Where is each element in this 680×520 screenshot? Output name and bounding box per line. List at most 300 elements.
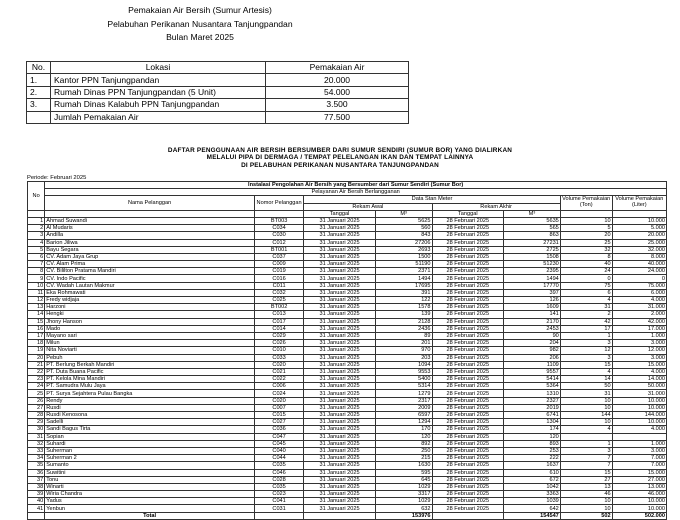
table-row [28,282,667,289]
row-nama: PT. Samudra Mulu Jaya [45,383,255,390]
summary-row [27,86,409,98]
usage-header-row-5 [28,210,667,217]
summary-total-row [27,111,409,123]
row-m3-akhir: 17770 [504,282,561,289]
row-nama: PT. Berlung Berkah Mandiri [45,361,255,368]
row-m3-awal: 3317 [375,491,432,498]
row-tanggal-akhir: 28 Februari 2025 [432,397,504,404]
row-volume-liter: 1.000 [612,440,666,447]
row-volume-ton: 10 [560,498,612,505]
row-nama: Sumanto [45,462,255,469]
row-nama: PT. Surya Sejahtera Pulau Bangka [45,390,255,397]
row-tanggal-awal: 31 Januari 2025 [304,318,376,325]
summary-row [27,74,409,86]
row-nama: Mayano sari [45,332,255,339]
row-volume-liter: 13.000 [612,483,666,490]
col-tanggal-awal: Tanggal [304,210,376,217]
row-m3-akhir: 27231 [504,239,561,246]
row-m3-awal: 560 [375,225,432,232]
table-row [28,440,667,447]
row-nama: Rendy [45,397,255,404]
row-no: 26 [28,397,45,404]
row-nama: Hengki [45,311,255,318]
row-no: 2 [28,225,45,232]
summary-no: 1. [27,74,51,86]
row-tanggal-akhir: 28 Februari 2025 [432,483,504,490]
row-m3-akhir: 90 [504,332,561,339]
table-row [28,311,667,318]
row-volume-ton: 50 [560,383,612,390]
row-tanggal-awal: 31 Januari 2025 [304,376,376,383]
row-no: 8 [28,268,45,275]
row-m3-akhir: 253 [504,447,561,454]
row-no: 16 [28,325,45,332]
row-nomor: C017 [254,318,303,325]
col-blank [28,210,45,217]
row-nomor: C027 [254,419,303,426]
row-volume-liter: 15.000 [612,361,666,368]
row-no: 41 [28,505,45,512]
row-tanggal-akhir: 28 Februari 2025 [432,419,504,426]
row-volume-ton: 12 [560,347,612,354]
row-nomor: C010 [254,347,303,354]
row-tanggal-akhir: 28 Februari 2025 [432,268,504,275]
row-nama: Jhony Hanson [45,318,255,325]
row-no: 20 [28,354,45,361]
row-tanggal-awal: 31 Januari 2025 [304,253,376,260]
row-volume-liter: 8.000 [612,253,666,260]
group-header: Instalasi Pengolahan Air Bersih yang Bersumber dari Sumur Sendiri (Sumur Bor) [45,182,667,189]
row-m3-akhir: 2395 [504,268,561,275]
periode-label: Periode: Februari 2025 [27,175,87,181]
row-tanggal-awal: 31 Januari 2025 [304,383,376,390]
table-row [28,404,667,411]
row-m3-akhir: 1310 [504,390,561,397]
row-volume-liter: 10.000 [612,217,666,224]
row-m3-awal: 5314 [375,383,432,390]
row-volume-liter: 3.000 [612,447,666,454]
table-row [28,390,667,397]
row-m3-akhir: 1637 [504,462,561,469]
row-m3-awal: 1494 [375,275,432,282]
row-tanggal-awal: 31 Januari 2025 [304,469,376,476]
row-volume-liter: 12.000 [612,347,666,354]
row-tanggal-akhir: 28 Februari 2025 [432,297,504,304]
row-m3-awal: 5625 [375,217,432,224]
row-m3-awal: 250 [375,447,432,454]
row-m3-akhir: 6741 [504,412,561,419]
row-nama: Rusdi Kenosona [45,412,255,419]
row-nama: CV. Wadah Lautan Makmur [45,282,255,289]
row-tanggal-awal: 31 Januari 2025 [304,282,376,289]
row-volume-liter: 4.000 [612,426,666,433]
row-volume-ton: 7 [560,462,612,469]
row-volume-liter: 32.000 [612,246,666,253]
total-label: Total [45,512,255,519]
row-tanggal-awal: 31 Januari 2025 [304,304,376,311]
row-no: 1 [28,217,45,224]
row-tanggal-akhir: 28 Februari 2025 [432,325,504,332]
row-nama: Yenbun [45,505,255,512]
row-m3-akhir: 610 [504,469,561,476]
row-nama: Tonu [45,476,255,483]
row-m3-awal: 645 [375,476,432,483]
summary-pemakaian: 54.000 [266,86,409,98]
row-m3-awal: 1294 [375,419,432,426]
row-tanggal-awal: 31 Januari 2025 [304,311,376,318]
usage-table [27,181,667,520]
row-tanggal-awal: 31 Januari 2025 [304,225,376,232]
row-no: 23 [28,376,45,383]
row-m3-akhir: 5364 [504,383,561,390]
row-volume-ton: 42 [560,318,612,325]
row-nomor: C009 [254,261,303,268]
row-nomor: C032 [254,289,303,296]
table-row [28,476,667,483]
row-tanggal-awal: 31 Januari 2025 [304,498,376,505]
row-tanggal-akhir: 28 Februari 2025 [432,376,504,383]
row-no: 13 [28,304,45,311]
row-no: 7 [28,261,45,268]
row-nama: Ahmad Suwandi [45,217,255,224]
row-tanggal-awal: 31 Januari 2025 [304,368,376,375]
row-nama: Sopian [45,433,255,440]
col-blank [254,210,303,217]
row-no: 6 [28,253,45,260]
row-volume-ton: 4 [560,368,612,375]
row-no: 32 [28,440,45,447]
row-tanggal-akhir: 28 Februari 2025 [432,275,504,282]
row-m3-awal: 1029 [375,483,432,490]
row-volume-ton: 32 [560,246,612,253]
meter-header: Data Stan Meter [304,196,561,203]
row-nama: Pebuh [45,354,255,361]
row-tanggal-akhir: 28 Februari 2025 [432,261,504,268]
row-nama: Suwitini [45,469,255,476]
row-nama: Suherman [45,447,255,454]
table-row [28,361,667,368]
row-nomor: C020 [254,397,303,404]
row-no: 21 [28,361,45,368]
row-tanggal-akhir: 28 Februari 2025 [432,462,504,469]
row-volume-liter: 2.000 [612,311,666,318]
row-tanggal-akhir: 28 Februari 2025 [432,289,504,296]
row-nomor: BT001 [254,246,303,253]
row-nomor: BT003 [254,217,303,224]
row-nama: Andilla [45,232,255,239]
row-tanggal-akhir: 28 Februari 2025 [432,390,504,397]
row-volume-ton: 13 [560,483,612,490]
row-volume-ton: 27 [560,476,612,483]
row-m3-akhir: 2170 [504,318,561,325]
summary-row [27,99,409,111]
row-volume-liter: 10.000 [612,397,666,404]
table-row [28,347,667,354]
row-volume-liter: 6.000 [612,289,666,296]
total-liter: 502.000 [612,512,666,519]
row-tanggal-awal: 31 Januari 2025 [304,347,376,354]
table-row [28,455,667,462]
row-nomor: C025 [254,297,303,304]
row-m3-akhir: 120 [504,433,561,440]
row-nama: Wiria Chandra [45,491,255,498]
usage-header-row-2 [28,189,667,196]
row-no: 28 [28,412,45,419]
row-volume-ton: 0 [560,275,612,282]
row-tanggal-akhir: 28 Februari 2025 [432,311,504,318]
row-tanggal-akhir: 28 Februari 2025 [432,340,504,347]
total-blank [432,512,504,519]
row-no: 38 [28,483,45,490]
row-m3-akhir: 222 [504,455,561,462]
table-row [28,462,667,469]
row-tanggal-awal: 31 Januari 2025 [304,261,376,268]
row-m3-awal: 632 [375,505,432,512]
row-m3-awal: 843 [375,232,432,239]
row-volume-liter: 0 [612,275,666,282]
row-no: 4 [28,239,45,246]
row-nama: Eka Rohmawati [45,289,255,296]
summary-col-lokasi: Lokasi [51,62,266,74]
row-nomor: C029 [254,332,303,339]
col-rekam-awal: Rekam Awal [304,203,432,210]
row-volume-liter: 25.000 [612,239,666,246]
col-no: No [28,182,45,211]
row-nomor: C033 [254,354,303,361]
row-m3-awal: 6597 [375,412,432,419]
row-tanggal-akhir: 28 Februari 2025 [432,469,504,476]
row-nama: Suhardi [45,440,255,447]
row-volume-ton: 14 [560,376,612,383]
row-m3-akhir: 982 [504,347,561,354]
row-m3-akhir: 174 [504,426,561,433]
table-row [28,232,667,239]
row-nomor: C040 [254,447,303,454]
row-nama: Nita Noviarti [45,347,255,354]
row-nomor: C024 [254,390,303,397]
summary-pemakaian: 20.000 [266,74,409,86]
row-no: 40 [28,498,45,505]
table-row [28,376,667,383]
row-tanggal-awal: 31 Januari 2025 [304,354,376,361]
row-tanggal-awal: 31 Januari 2025 [304,404,376,411]
row-tanggal-akhir: 28 Februari 2025 [432,354,504,361]
table-row [28,217,667,224]
usage-body [28,217,667,512]
summary-no: 2. [27,86,51,98]
row-m3-awal: 120 [375,433,432,440]
row-m3-akhir: 126 [504,297,561,304]
row-m3-akhir: 863 [504,232,561,239]
row-volume-ton: 3 [560,340,612,347]
row-m3-awal: 122 [375,297,432,304]
row-volume-ton: 6 [560,289,612,296]
row-nomor: C007 [254,404,303,411]
row-tanggal-awal: 31 Januari 2025 [304,419,376,426]
row-nomor: C041 [254,498,303,505]
row-m3-akhir: 204 [504,340,561,347]
row-nama: CV. Adam Jaya Grup [45,253,255,260]
table-row [28,332,667,339]
row-volume-liter: 31.000 [612,390,666,397]
row-tanggal-awal: 31 Januari 2025 [304,217,376,224]
row-tanggal-awal: 31 Januari 2025 [304,275,376,282]
row-volume-ton: 25 [560,239,612,246]
table-row [28,433,667,440]
table-row [28,289,667,296]
row-tanggal-akhir: 28 Februari 2025 [432,455,504,462]
row-tanggal-akhir: 28 Februari 2025 [432,347,504,354]
total-ton: 502 [560,512,612,519]
col-vol-liter: Volume Pemakaian (Liter) [612,196,666,210]
row-m3-awal: 1029 [375,498,432,505]
total-blank [28,512,45,519]
row-nomor: C022 [254,376,303,383]
row-no: 29 [28,419,45,426]
row-m3-akhir: 565 [504,225,561,232]
row-volume-ton: 4 [560,297,612,304]
row-nomor: C044 [254,455,303,462]
row-m3-akhir: 893 [504,440,561,447]
row-m3-awal: 17695 [375,282,432,289]
row-nomor: C026 [254,340,303,347]
row-m3-akhir: 1609 [504,304,561,311]
row-volume-ton: 15 [560,469,612,476]
table-row [28,318,667,325]
table-row [28,505,667,512]
sheet-title-line-1: DAFTAR PENGGUNAAN AIR BERSIH BERSUMBER DARI SUMUR SENDIRI (SUMUR BOR) YANG DIALIRKAN [167,147,513,154]
summary-header-row [27,62,409,74]
row-no: 34 [28,455,45,462]
row-tanggal-akhir: 28 Februari 2025 [432,239,504,246]
row-m3-awal: 170 [375,426,432,433]
row-volume-ton: 15 [560,361,612,368]
col-m3-akhir: M³ [504,210,561,217]
row-tanggal-akhir: 28 Februari 2025 [432,404,504,411]
row-volume-ton: 24 [560,268,612,275]
row-m3-awal: 1630 [375,462,432,469]
row-nomor: C036 [254,426,303,433]
row-m3-awal: 27206 [375,239,432,246]
row-no: 5 [28,246,45,253]
row-volume-liter: 5.000 [612,225,666,232]
row-volume-ton: 2 [560,311,612,318]
row-no: 17 [28,332,45,339]
row-nomor: C045 [254,440,303,447]
table-row [28,412,667,419]
row-no: 14 [28,311,45,318]
row-volume-ton: 17 [560,325,612,332]
row-no: 22 [28,368,45,375]
row-tanggal-akhir: 28 Februari 2025 [432,498,504,505]
row-tanggal-akhir: 28 Februari 2025 [432,505,504,512]
row-m3-awal: 2317 [375,397,432,404]
row-tanggal-awal: 31 Januari 2025 [304,232,376,239]
table-row [28,225,667,232]
summary-lokasi: Rumah Dinas Kalabuh PPN Tanjungpandan [51,99,266,111]
summary-lokasi: Rumah Dinas PPN Tanjungpandan (5 Unit) [51,86,266,98]
col-blank [45,210,255,217]
row-m3-akhir: 5635 [504,217,561,224]
row-tanggal-awal: 31 Januari 2025 [304,483,376,490]
row-m3-awal: 2436 [375,325,432,332]
row-volume-liter: 17.000 [612,325,666,332]
row-m3-awal: 2128 [375,318,432,325]
row-nama: Barion Jiliwa [45,239,255,246]
row-m3-akhir: 1042 [504,483,561,490]
row-volume-liter: 144.000 [612,412,666,419]
row-m3-awal: 1500 [375,253,432,260]
row-tanggal-awal: 31 Januari 2025 [304,397,376,404]
row-nomor: C035 [254,462,303,469]
row-tanggal-akhir: 28 Februari 2025 [432,217,504,224]
row-tanggal-awal: 31 Januari 2025 [304,426,376,433]
row-m3-awal: 1279 [375,390,432,397]
row-m3-awal: 2009 [375,404,432,411]
title-line-1: Pemakaian Air Bersih (Sumur Artesis) [128,5,272,15]
row-volume-liter: 10.000 [612,404,666,411]
row-volume-liter: 75.000 [612,282,666,289]
row-nama: PT. Duta Buana Pacific [45,368,255,375]
row-tanggal-awal: 31 Januari 2025 [304,325,376,332]
row-nomor: C037 [254,253,303,260]
total-blank [304,512,376,519]
row-no: 24 [28,383,45,390]
row-tanggal-akhir: 28 Februari 2025 [432,491,504,498]
total-blank [254,512,303,519]
row-volume-ton [560,433,612,440]
sheet-title-line-3: DI PELABUHAN PERIKANAN NUSANTARA TANJUNGPANDAN [241,161,439,169]
row-tanggal-akhir: 28 Februari 2025 [432,332,504,339]
row-no: 37 [28,476,45,483]
row-volume-liter: 10.000 [612,505,666,512]
row-m3-awal: 5400 [375,376,432,383]
row-volume-ton: 1 [560,440,612,447]
row-volume-ton: 3 [560,354,612,361]
row-no: 9 [28,275,45,282]
col-vol-ton: Volume Pemakaian (Ton) [560,196,612,210]
table-row [28,261,667,268]
row-tanggal-akhir: 28 Februari 2025 [432,246,504,253]
table-row [28,498,667,505]
summary-col-no: No. [27,62,51,74]
row-m3-awal: 1094 [375,361,432,368]
row-no: 33 [28,447,45,454]
row-tanggal-akhir: 28 Februari 2025 [432,225,504,232]
row-tanggal-akhir: 28 Februari 2025 [432,383,504,390]
row-nama: CV. Alam Prima [45,261,255,268]
row-nama: Rusdi [45,404,255,411]
row-m3-akhir: 51230 [504,261,561,268]
row-m3-awal: 391 [375,289,432,296]
row-nomor: C014 [254,325,303,332]
row-volume-ton: 10 [560,397,612,404]
row-no: 15 [28,318,45,325]
row-volume-ton: 5 [560,225,612,232]
table-row [28,354,667,361]
row-volume-ton: 8 [560,253,612,260]
row-volume-liter: 1.000 [612,332,666,339]
summary-table [26,61,409,124]
row-volume-ton: 10 [560,217,612,224]
row-volume-liter: 15.000 [612,469,666,476]
row-m3-awal: 203 [375,354,432,361]
row-m3-awal: 1578 [375,304,432,311]
row-tanggal-awal: 31 Januari 2025 [304,433,376,440]
row-m3-akhir: 642 [504,505,561,512]
table-row [28,483,667,490]
row-nomor: C031 [254,505,303,512]
